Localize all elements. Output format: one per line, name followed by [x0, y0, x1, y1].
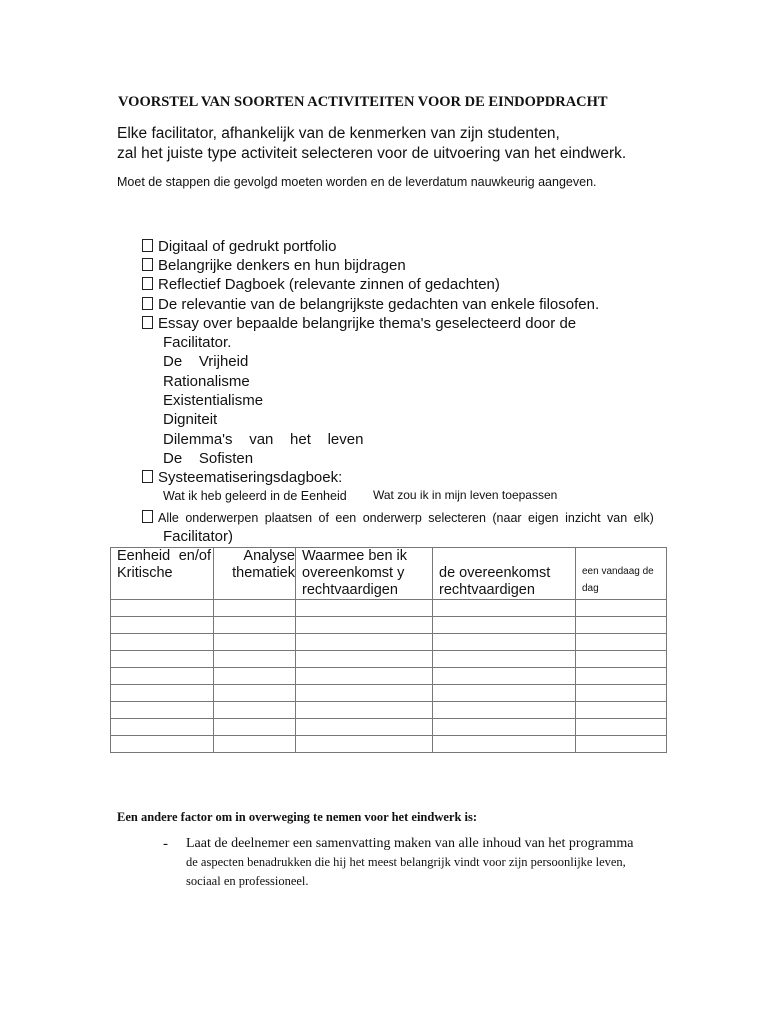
- list-item: [142, 469, 342, 486]
- theme-item: Rationalisme: [163, 373, 250, 390]
- list-item-text: Belangrijke denkers en hun bijdragen: [158, 257, 406, 274]
- table-header-cell: Eenheid en/of Kritische: [111, 548, 214, 600]
- list-item-text: Alle onderwerpen plaatsen of een onderwerp selecteren (naar eigen inzicht van elk): [158, 511, 654, 525]
- checkbox-icon: [142, 239, 153, 252]
- factor-line-3: sociaal en professioneel.: [186, 874, 309, 888]
- factor-line-2: de aspecten benadrukken die hij het meest belangrijk vindt voor zijn persoonlijke leven,: [186, 855, 626, 869]
- table-header-cell: Analyse thematiek: [214, 548, 296, 600]
- table-row: [111, 668, 667, 685]
- factor-line-1: Laat de deelnemer een samenvatting maken van alle inhoud van het programma: [186, 836, 634, 851]
- checkbox-icon: [142, 470, 153, 483]
- intro-line-1: Elke facilitator, afhankelijk van de kenmerken van zijn studenten,: [117, 125, 560, 142]
- table-row: [111, 702, 667, 719]
- table-header-cell: de overeenkomst rechtvaardigen: [433, 548, 576, 600]
- document-title: VOORSTEL VAN SOORTEN ACTIVITEITEN VOOR DE EINDOPDRACHT: [118, 94, 608, 110]
- intro-line-2: zal het juiste type activiteit selecteren voor de uitvoering van het eindwerk.: [117, 145, 627, 162]
- table-row: [111, 685, 667, 702]
- list-item: [142, 510, 654, 525]
- table-header-cell: een vandaag de dag: [576, 548, 667, 600]
- table-row: [111, 719, 667, 736]
- diary-right-label: Wat zou ik in mijn leven toepassen: [373, 488, 558, 502]
- factor-heading: Een andere factor om in overweging te nemen voor het eindwerk is:: [117, 810, 478, 824]
- checkbox-icon: [142, 258, 153, 271]
- checkbox-icon: [142, 510, 153, 523]
- theme-item: De Vrijheid: [163, 353, 249, 370]
- list-item: [142, 276, 500, 293]
- systematization-table: [110, 547, 667, 753]
- table-row: [111, 600, 667, 617]
- diary-left-label: Wat ik heb geleerd in de Eenheid: [163, 489, 347, 503]
- checkbox-icon: [142, 316, 153, 329]
- list-item-text: Systeematiseringsdagboek:: [158, 469, 343, 486]
- table-row: [111, 634, 667, 651]
- table-header-row: [111, 548, 667, 600]
- list-item: [142, 296, 599, 313]
- table-header-cell: Waarmee ben ik overeenkomst y rechtvaardigen: [296, 548, 433, 600]
- theme-item: Existentialisme: [163, 392, 264, 409]
- checkbox-icon: [142, 297, 153, 310]
- checkbox-icon: [142, 277, 153, 290]
- list-item-text: De relevantie van de belangrijkste gedachten van enkele filosofen.: [158, 296, 600, 313]
- theme-item: De Sofisten: [163, 450, 254, 467]
- theme-item: Digniteit: [163, 411, 218, 428]
- table-row: [111, 651, 667, 668]
- theme-item: Dilemma's van het leven: [163, 431, 364, 448]
- list-item-text: Reflectief Dagboek (relevante zinnen of gedachten): [158, 276, 500, 293]
- list-item-text: Essay over bepaalde belangrijke thema's geselecteerd door de: [158, 315, 577, 332]
- dash-bullet: -: [163, 836, 168, 852]
- list-item-text: Digitaal of gedrukt portfolio: [158, 238, 337, 255]
- list-item-continuation: Facilitator): [163, 528, 234, 545]
- intro-note: Moet de stappen die gevolgd moeten worden en de leverdatum nauwkeurig aangeven.: [117, 175, 597, 189]
- list-item-continuation: Facilitator.: [163, 334, 232, 351]
- table-row: [111, 736, 667, 753]
- list-item: [142, 238, 336, 255]
- list-item: [142, 257, 406, 274]
- table-row: [111, 617, 667, 634]
- list-item: [142, 315, 576, 332]
